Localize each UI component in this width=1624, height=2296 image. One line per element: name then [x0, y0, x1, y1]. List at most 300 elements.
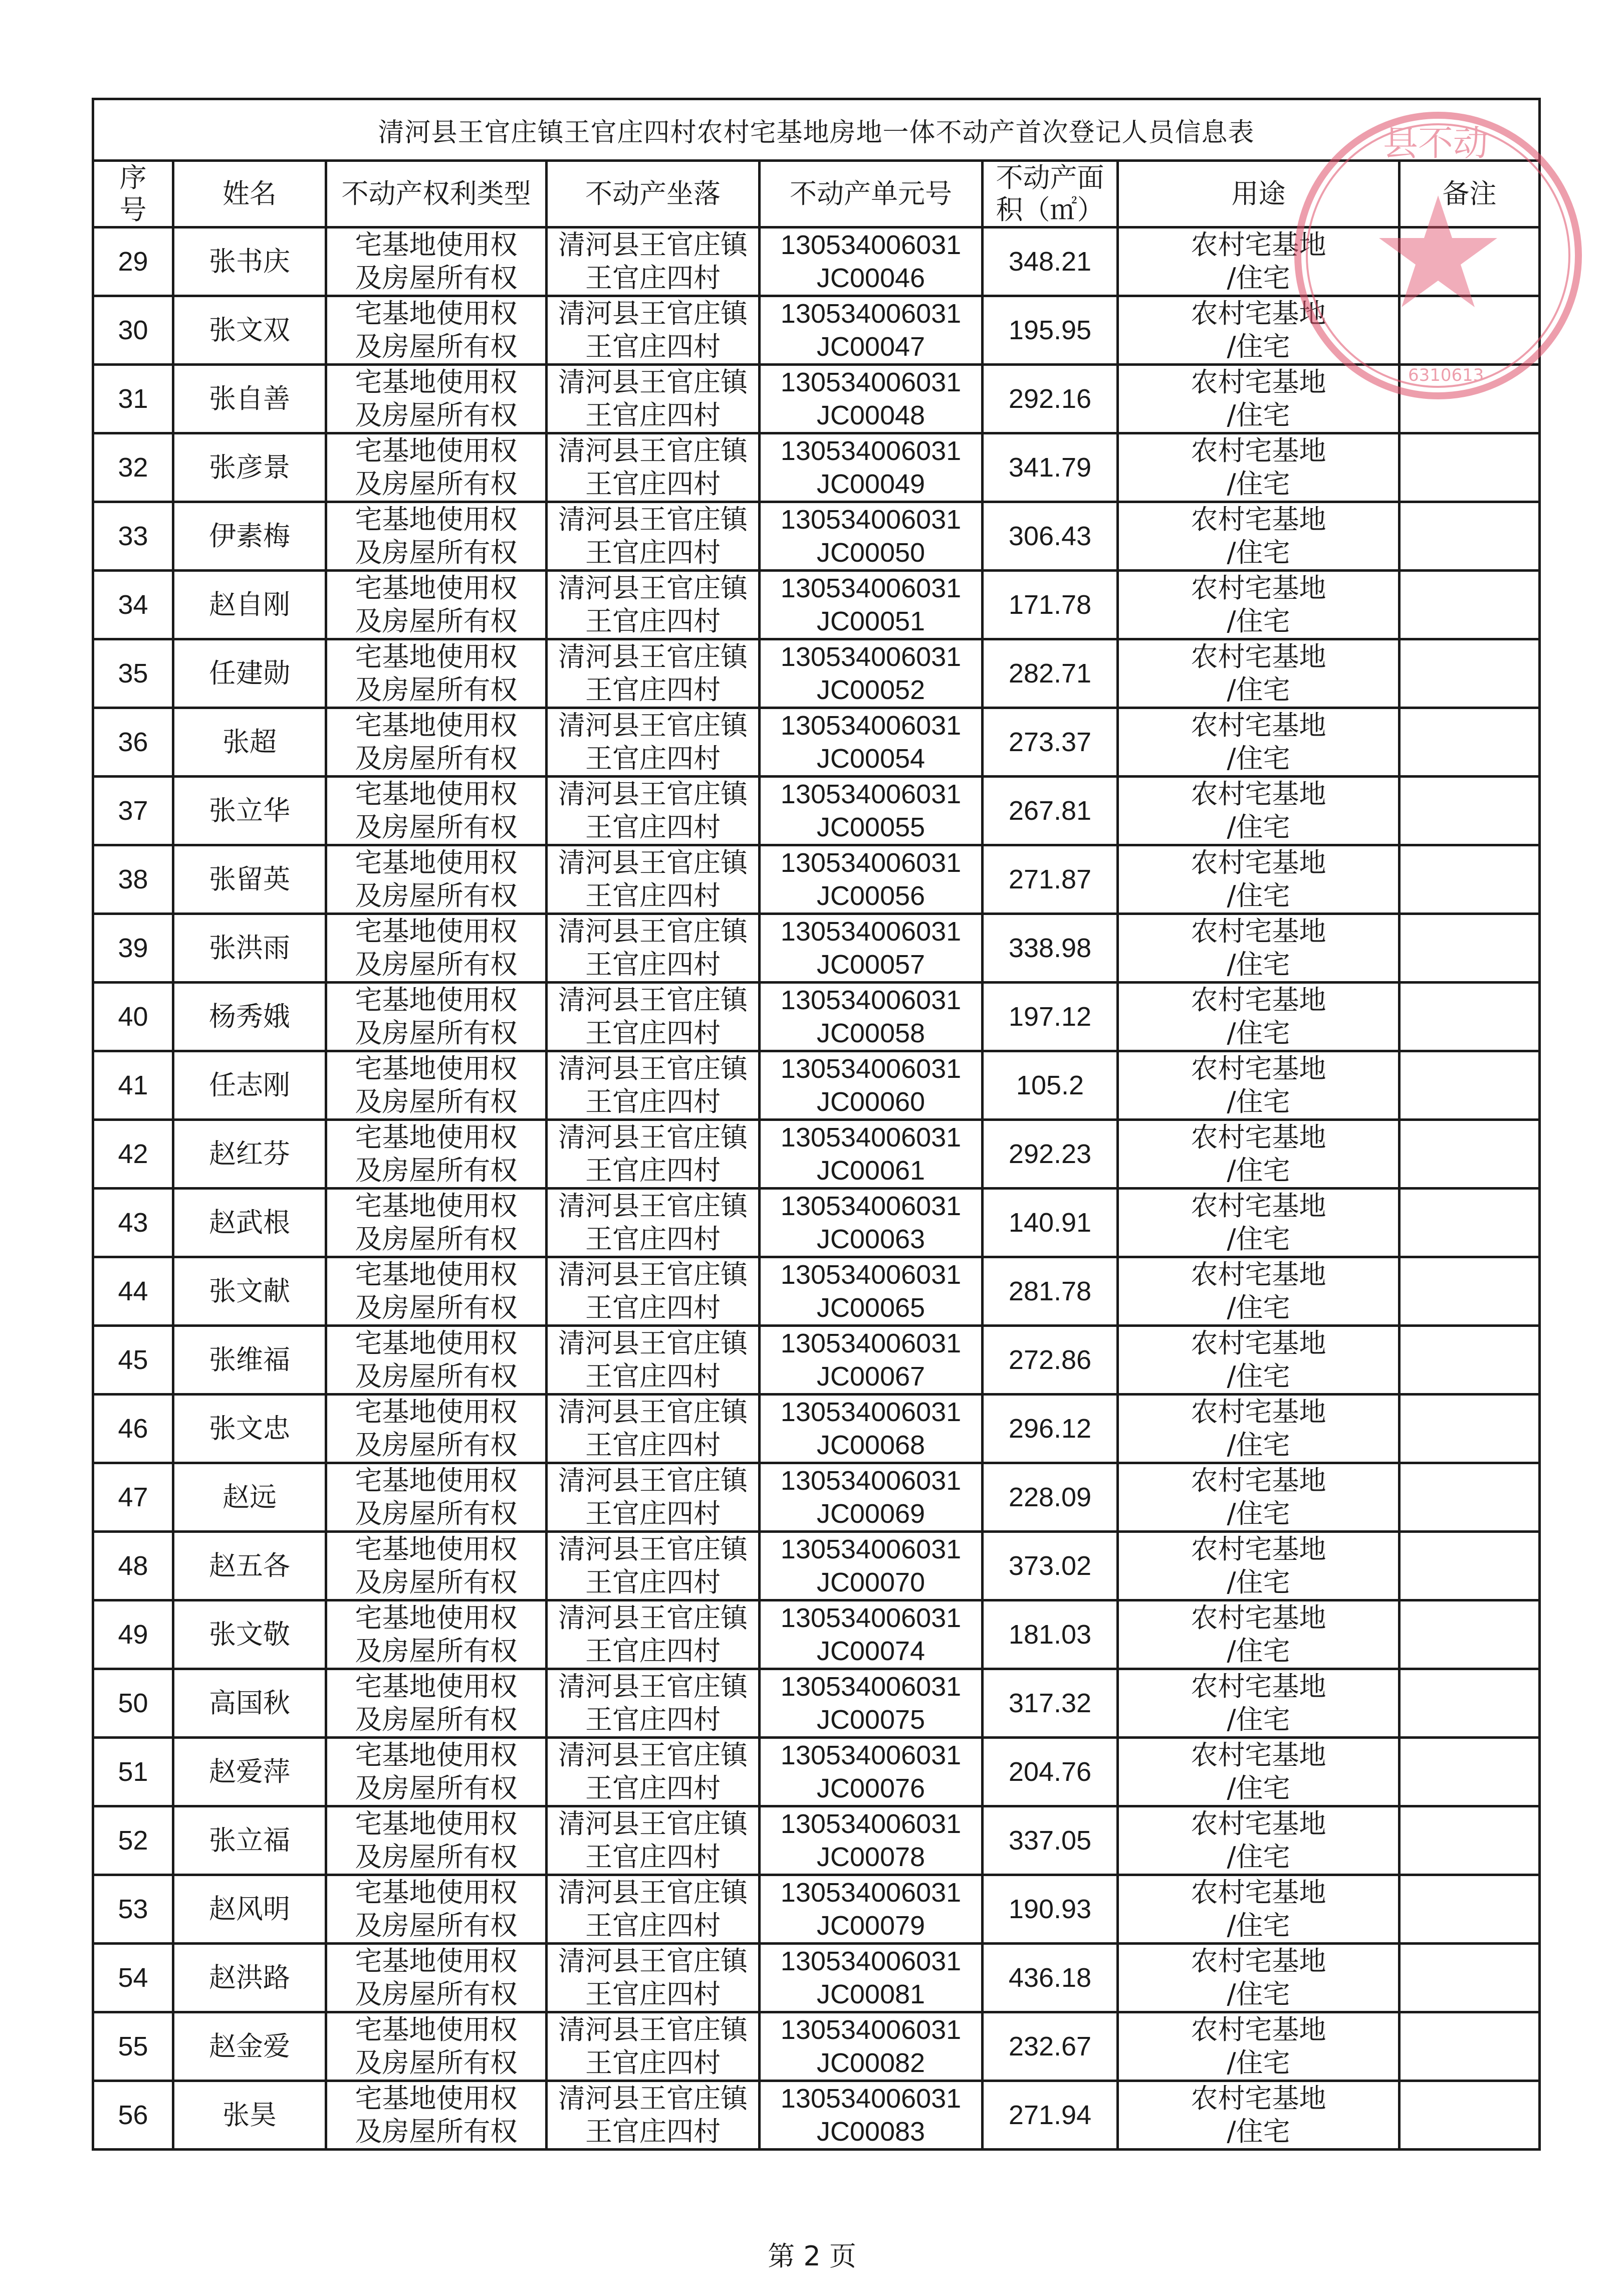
cell-remark [1400, 1051, 1540, 1120]
table-row [93, 1806, 1540, 1875]
cell-seq: 41 [93, 1051, 173, 1120]
table-row [93, 1051, 1540, 1120]
cell-name: 任志刚 [173, 1051, 326, 1120]
cell-usage-line1: 农村宅基地 [1191, 847, 1326, 878]
cell-usage-line1: 农村宅基地 [1191, 778, 1326, 810]
cell-right-type [326, 1944, 547, 2012]
cell-right-type-line1: 宅基地使用权 [355, 1602, 518, 1634]
cell-unit-no [760, 708, 983, 777]
cell-area: 348.21 [983, 227, 1118, 296]
cell-right-type [326, 1395, 547, 1463]
cell-right-type [326, 1806, 547, 1875]
cell-location-line2: 王官庄四村 [585, 811, 721, 843]
cell-right-type [326, 296, 547, 365]
cell-location-line2: 王官庄四村 [585, 1292, 721, 1323]
cell-location [547, 1669, 760, 1738]
cell-remark [1400, 502, 1540, 571]
header-remark: 备注 [1400, 161, 1540, 227]
cell-unit-prefix: 130534006031 [780, 1809, 962, 1839]
cell-location-line1: 清河县王官庄镇 [558, 1121, 748, 1153]
cell-right-type-line1: 宅基地使用权 [355, 710, 518, 741]
table-row [93, 1395, 1540, 1463]
cell-remark [1400, 571, 1540, 639]
cell-usage [1118, 1738, 1400, 1806]
cell-area: 306.43 [983, 502, 1118, 571]
cell-usage [1118, 296, 1400, 365]
cell-location-line2: 王官庄四村 [585, 605, 721, 637]
cell-unit-suffix: JC00058 [816, 1018, 925, 1048]
cell-unit-suffix: JC00074 [816, 1636, 925, 1666]
cell-area: 272.86 [983, 1326, 1118, 1395]
cell-unit-prefix: 130534006031 [780, 1122, 962, 1153]
cell-location-line2: 王官庄四村 [585, 674, 721, 706]
cell-name: 张彦景 [173, 433, 326, 502]
cell-right-type [326, 777, 547, 845]
cell-right-type [326, 639, 547, 708]
cell-area: 337.05 [983, 1806, 1118, 1875]
table-row [93, 845, 1540, 914]
cell-right-type [326, 571, 547, 639]
cell-area: 292.16 [983, 365, 1118, 433]
cell-seq: 31 [93, 365, 173, 433]
cell-unit-prefix: 130534006031 [780, 1878, 962, 1908]
cell-remark [1400, 365, 1540, 433]
cell-remark [1400, 1875, 1540, 1944]
cell-right-type [326, 227, 547, 296]
cell-seq: 48 [93, 1532, 173, 1600]
cell-unit-prefix: 130534006031 [780, 2084, 962, 2114]
table-row [93, 571, 1540, 639]
cell-location [547, 502, 760, 571]
header-usage: 用途 [1118, 161, 1400, 227]
cell-unit-no [760, 1532, 983, 1600]
cell-right-type-line1: 宅基地使用权 [355, 1121, 518, 1153]
cell-right-type [326, 1120, 547, 1189]
cell-unit-no [760, 1120, 983, 1189]
cell-location-line1: 清河县王官庄镇 [558, 1259, 748, 1290]
table-row [93, 1326, 1540, 1395]
cell-usage-line1: 农村宅基地 [1191, 915, 1326, 947]
cell-unit-suffix: JC00056 [816, 881, 925, 911]
cell-remark [1400, 1532, 1540, 1600]
cell-usage-line2: /住宅 [1227, 743, 1290, 774]
cell-name: 张超 [173, 708, 326, 777]
cell-usage [1118, 1600, 1400, 1669]
cell-unit-no [760, 1738, 983, 1806]
cell-usage-line2: /住宅 [1227, 949, 1290, 980]
cell-location [547, 777, 760, 845]
header-seq-line1: 序 [119, 162, 147, 193]
cell-usage-line2: /住宅 [1227, 1292, 1290, 1323]
cell-unit-suffix: JC00054 [816, 744, 925, 774]
cell-right-type [326, 1326, 547, 1395]
cell-unit-suffix: JC00050 [816, 538, 925, 568]
cell-name: 张书庆 [173, 227, 326, 296]
cell-unit-no [760, 1875, 983, 1944]
cell-right-type-line2: 及房屋所有权 [355, 1772, 518, 1804]
cell-unit-suffix: JC00083 [816, 2117, 925, 2147]
cell-location-line1: 清河县王官庄镇 [558, 1808, 748, 1840]
cell-location-line2: 王官庄四村 [585, 1772, 721, 1804]
cell-usage [1118, 1257, 1400, 1326]
cell-remark [1400, 1395, 1540, 1463]
cell-usage-line1: 农村宅基地 [1191, 1121, 1326, 1153]
cell-location-line2: 王官庄四村 [585, 1086, 721, 1117]
cell-unit-prefix: 130534006031 [780, 299, 962, 329]
cell-location-line2: 王官庄四村 [585, 468, 721, 500]
cell-location [547, 1395, 760, 1463]
cell-name: 张立华 [173, 777, 326, 845]
cell-location [547, 1738, 760, 1806]
cell-seq: 47 [93, 1463, 173, 1532]
cell-unit-no [760, 914, 983, 983]
table-row [93, 227, 1540, 296]
table-row [93, 1600, 1540, 1669]
cell-right-type-line2: 及房屋所有权 [355, 399, 518, 431]
header-area [983, 161, 1118, 227]
cell-unit-no [760, 2012, 983, 2081]
cell-unit-suffix: JC00048 [816, 400, 925, 430]
cell-name: 赵自刚 [173, 571, 326, 639]
cell-name: 张文双 [173, 296, 326, 365]
cell-seq: 43 [93, 1189, 173, 1257]
cell-right-type-line1: 宅基地使用权 [355, 1053, 518, 1084]
cell-right-type-line1: 宅基地使用权 [355, 1465, 518, 1496]
cell-usage [1118, 1189, 1400, 1257]
svg-text:6310613: 6310613 [1408, 365, 1484, 385]
cell-usage-line2: /住宅 [1227, 1017, 1290, 1049]
cell-unit-suffix: JC00081 [816, 1979, 925, 2009]
cell-location [547, 983, 760, 1051]
cell-right-type-line2: 及房屋所有权 [355, 537, 518, 568]
cell-area: 292.23 [983, 1120, 1118, 1189]
cell-seq: 56 [93, 2081, 173, 2150]
cell-unit-suffix: JC00070 [816, 1567, 925, 1597]
cell-location [547, 1120, 760, 1189]
cell-unit-prefix: 130534006031 [780, 436, 962, 466]
cell-usage [1118, 433, 1400, 502]
cell-right-type-line2: 及房屋所有权 [355, 1910, 518, 1941]
cell-area: 228.09 [983, 1463, 1118, 1532]
cell-right-type-line1: 宅基地使用权 [355, 1327, 518, 1359]
cell-area: 197.12 [983, 983, 1118, 1051]
cell-usage [1118, 914, 1400, 983]
cell-right-type-line2: 及房屋所有权 [355, 1841, 518, 1873]
cell-unit-no [760, 1806, 983, 1875]
cell-right-type-line1: 宅基地使用权 [355, 229, 518, 261]
cell-seq: 45 [93, 1326, 173, 1395]
cell-location-line2: 王官庄四村 [585, 1223, 721, 1255]
cell-usage [1118, 2081, 1400, 2150]
cell-right-type-line2: 及房屋所有权 [355, 1360, 518, 1392]
cell-remark [1400, 777, 1540, 845]
cell-right-type-line2: 及房屋所有权 [355, 1017, 518, 1049]
cell-unit-no [760, 983, 983, 1051]
cell-location-line2: 王官庄四村 [585, 1429, 721, 1461]
cell-usage-line2: /住宅 [1227, 1155, 1290, 1186]
cell-seq: 37 [93, 777, 173, 845]
cell-area: 341.79 [983, 433, 1118, 502]
svg-text:县不动: 县不动 [1383, 123, 1488, 164]
cell-usage-line2: /住宅 [1227, 811, 1290, 843]
cell-unit-prefix: 130534006031 [780, 779, 962, 809]
cell-right-type [326, 1051, 547, 1120]
cell-right-type-line2: 及房屋所有权 [355, 331, 518, 362]
cell-usage [1118, 1326, 1400, 1395]
cell-seq: 50 [93, 1669, 173, 1738]
cell-unit-suffix: JC00067 [816, 1361, 925, 1392]
cell-location [547, 2081, 760, 2150]
cell-remark [1400, 1600, 1540, 1669]
cell-location-line2: 王官庄四村 [585, 2047, 721, 2079]
cell-unit-suffix: JC00079 [816, 1911, 925, 1941]
cell-right-type [326, 1463, 547, 1532]
cell-location [547, 2012, 760, 2081]
registration-table-sheet [92, 98, 1538, 2151]
cell-area: 267.81 [983, 777, 1118, 845]
cell-unit-prefix: 130534006031 [780, 916, 962, 947]
cell-usage-line1: 农村宅基地 [1191, 1533, 1326, 1565]
table-body [93, 227, 1540, 2150]
cell-location-line2: 王官庄四村 [585, 1910, 721, 1941]
cell-right-type [326, 1532, 547, 1600]
cell-location [547, 1806, 760, 1875]
cell-unit-no [760, 227, 983, 296]
table-row [93, 777, 1540, 845]
cell-right-type [326, 433, 547, 502]
cell-right-type [326, 1257, 547, 1326]
cell-location-line1: 清河县王官庄镇 [558, 1465, 748, 1496]
table-row [93, 1738, 1540, 1806]
cell-seq: 34 [93, 571, 173, 639]
cell-remark [1400, 914, 1540, 983]
cell-location-line1: 清河县王官庄镇 [558, 1533, 748, 1565]
cell-location-line1: 清河县王官庄镇 [558, 504, 748, 535]
cell-seq: 54 [93, 1944, 173, 2012]
cell-unit-no [760, 571, 983, 639]
cell-right-type [326, 983, 547, 1051]
cell-unit-suffix: JC00057 [816, 950, 925, 980]
cell-name: 赵红芬 [173, 1120, 326, 1189]
cell-seq: 36 [93, 708, 173, 777]
cell-unit-no [760, 845, 983, 914]
cell-seq: 55 [93, 2012, 173, 2081]
cell-unit-prefix: 130534006031 [780, 1260, 962, 1290]
cell-usage-line1: 农村宅基地 [1191, 1396, 1326, 1428]
cell-right-type-line1: 宅基地使用权 [355, 1396, 518, 1428]
cell-seq: 30 [93, 296, 173, 365]
cell-unit-prefix: 130534006031 [780, 1397, 962, 1427]
cell-usage [1118, 1395, 1400, 1463]
cell-unit-no [760, 502, 983, 571]
cell-usage-line2: /住宅 [1227, 331, 1290, 362]
cell-unit-no [760, 1944, 983, 2012]
cell-remark [1400, 1806, 1540, 1875]
cell-usage [1118, 1120, 1400, 1189]
cell-seq: 35 [93, 639, 173, 708]
cell-right-type-line1: 宅基地使用权 [355, 298, 518, 329]
cell-usage-line1: 农村宅基地 [1191, 984, 1326, 1016]
cell-location [547, 1875, 760, 1944]
cell-location-line2: 王官庄四村 [585, 1566, 721, 1598]
cell-right-type-line1: 宅基地使用权 [355, 984, 518, 1016]
cell-name: 张文忠 [173, 1395, 326, 1463]
cell-usage-line2: /住宅 [1227, 1086, 1290, 1117]
cell-usage [1118, 227, 1400, 296]
cell-right-type-line2: 及房屋所有权 [355, 2047, 518, 2079]
cell-name: 杨秀娥 [173, 983, 326, 1051]
cell-unit-prefix: 130534006031 [780, 1054, 962, 1084]
cell-unit-prefix: 130534006031 [780, 848, 962, 878]
cell-location-line2: 王官庄四村 [585, 949, 721, 980]
cell-unit-suffix: JC00061 [816, 1156, 925, 1186]
cell-usage-line1: 农村宅基地 [1191, 1465, 1326, 1496]
cell-right-type-line1: 宅基地使用权 [355, 2014, 518, 2045]
cell-name: 张文敬 [173, 1600, 326, 1669]
cell-unit-prefix: 130534006031 [780, 2015, 962, 2045]
cell-usage-line2: /住宅 [1227, 2047, 1290, 2079]
cell-location-line2: 王官庄四村 [585, 262, 721, 294]
table-row [93, 1120, 1540, 1189]
cell-area: 373.02 [983, 1532, 1118, 1600]
cell-usage [1118, 777, 1400, 845]
cell-remark [1400, 1189, 1540, 1257]
table-row [93, 1189, 1540, 1257]
cell-usage-line1: 农村宅基地 [1191, 504, 1326, 535]
cell-usage [1118, 1806, 1400, 1875]
cell-name: 赵远 [173, 1463, 326, 1532]
cell-right-type [326, 502, 547, 571]
cell-unit-suffix: JC00078 [816, 1842, 925, 1872]
cell-usage-line1: 农村宅基地 [1191, 1602, 1326, 1634]
cell-location-line1: 清河县王官庄镇 [558, 915, 748, 947]
cell-location-line1: 清河县王官庄镇 [558, 298, 748, 329]
cell-name: 张洪雨 [173, 914, 326, 983]
cell-unit-prefix: 130534006031 [780, 1534, 962, 1564]
cell-unit-prefix: 130534006031 [780, 1946, 962, 1976]
cell-location [547, 1189, 760, 1257]
cell-area: 282.71 [983, 639, 1118, 708]
cell-unit-no [760, 1600, 983, 1669]
cell-unit-prefix: 130534006031 [780, 985, 962, 1015]
cell-name: 张自善 [173, 365, 326, 433]
cell-location-line2: 王官庄四村 [585, 2116, 721, 2147]
cell-unit-suffix: JC00046 [816, 263, 925, 293]
cell-usage-line1: 农村宅基地 [1191, 435, 1326, 467]
cell-name: 赵五各 [173, 1532, 326, 1600]
cell-name: 赵武根 [173, 1189, 326, 1257]
cell-area: 338.98 [983, 914, 1118, 983]
cell-right-type-line1: 宅基地使用权 [355, 847, 518, 878]
header-unit-no: 不动产单元号 [760, 161, 983, 227]
cell-area: 204.76 [983, 1738, 1118, 1806]
cell-remark [1400, 296, 1540, 365]
header-name: 姓名 [173, 161, 326, 227]
cell-right-type-line2: 及房屋所有权 [355, 880, 518, 911]
cell-remark [1400, 1326, 1540, 1395]
table-row [93, 1463, 1540, 1532]
cell-name: 张维福 [173, 1326, 326, 1395]
cell-right-type-line1: 宅基地使用权 [355, 1190, 518, 1222]
cell-location [547, 845, 760, 914]
cell-right-type-line1: 宅基地使用权 [355, 1945, 518, 1977]
cell-location-line2: 王官庄四村 [585, 399, 721, 431]
cell-remark [1400, 1120, 1540, 1189]
cell-seq: 39 [93, 914, 173, 983]
cell-usage [1118, 365, 1400, 433]
cell-unit-suffix: JC00047 [816, 332, 925, 362]
cell-right-type [326, 1738, 547, 1806]
cell-right-type-line2: 及房屋所有权 [355, 1704, 518, 1735]
cell-remark [1400, 1257, 1540, 1326]
cell-usage-line2: /住宅 [1227, 468, 1290, 500]
cell-usage-line1: 农村宅基地 [1191, 710, 1326, 741]
cell-usage-line1: 农村宅基地 [1191, 229, 1326, 261]
cell-seq: 53 [93, 1875, 173, 1944]
table-row [93, 433, 1540, 502]
cell-remark [1400, 1944, 1540, 2012]
cell-right-type-line1: 宅基地使用权 [355, 641, 518, 672]
cell-unit-prefix: 130534006031 [780, 1328, 962, 1358]
cell-usage-line2: /住宅 [1227, 1704, 1290, 1735]
cell-location [547, 1326, 760, 1395]
cell-right-type-line1: 宅基地使用权 [355, 1671, 518, 1702]
cell-location-line2: 王官庄四村 [585, 1017, 721, 1049]
cell-right-type-line1: 宅基地使用权 [355, 366, 518, 398]
cell-right-type-line2: 及房屋所有权 [355, 1429, 518, 1461]
cell-usage-line2: /住宅 [1227, 537, 1290, 568]
cell-name: 赵风明 [173, 1875, 326, 1944]
cell-unit-prefix: 130534006031 [780, 1740, 962, 1770]
cell-usage-line2: /住宅 [1227, 262, 1290, 294]
cell-seq: 29 [93, 227, 173, 296]
cell-unit-prefix: 130534006031 [780, 230, 962, 260]
cell-location [547, 433, 760, 502]
cell-location [547, 571, 760, 639]
cell-location-line1: 清河县王官庄镇 [558, 1945, 748, 1977]
cell-unit-suffix: JC00051 [816, 606, 925, 636]
cell-unit-prefix: 130534006031 [780, 711, 962, 741]
cell-location [547, 365, 760, 433]
cell-usage [1118, 639, 1400, 708]
cell-usage [1118, 983, 1400, 1051]
cell-unit-suffix: JC00082 [816, 2048, 925, 2078]
cell-seq: 44 [93, 1257, 173, 1326]
cell-location-line1: 清河县王官庄镇 [558, 1053, 748, 1084]
cell-unit-prefix: 130534006031 [780, 1466, 962, 1496]
cell-right-type-line1: 宅基地使用权 [355, 1877, 518, 1908]
cell-remark [1400, 2081, 1540, 2150]
cell-usage-line2: /住宅 [1227, 1429, 1290, 1461]
cell-usage-line2: /住宅 [1227, 1910, 1290, 1941]
cell-location-line1: 清河县王官庄镇 [558, 710, 748, 741]
cell-unit-no [760, 1189, 983, 1257]
cell-seq: 46 [93, 1395, 173, 1463]
cell-right-type [326, 365, 547, 433]
cell-right-type-line2: 及房屋所有权 [355, 1635, 518, 1667]
cell-area: 296.12 [983, 1395, 1118, 1463]
cell-right-type [326, 845, 547, 914]
cell-right-type-line2: 及房屋所有权 [355, 468, 518, 500]
cell-location-line1: 清河县王官庄镇 [558, 435, 748, 467]
header-area-line2: 积（㎡） [996, 194, 1104, 225]
cell-location-line1: 清河县王官庄镇 [558, 1877, 748, 1908]
cell-seq: 51 [93, 1738, 173, 1806]
cell-seq: 42 [93, 1120, 173, 1189]
cell-usage [1118, 1875, 1400, 1944]
cell-area: 436.18 [983, 1944, 1118, 2012]
cell-right-type-line1: 宅基地使用权 [355, 1259, 518, 1290]
